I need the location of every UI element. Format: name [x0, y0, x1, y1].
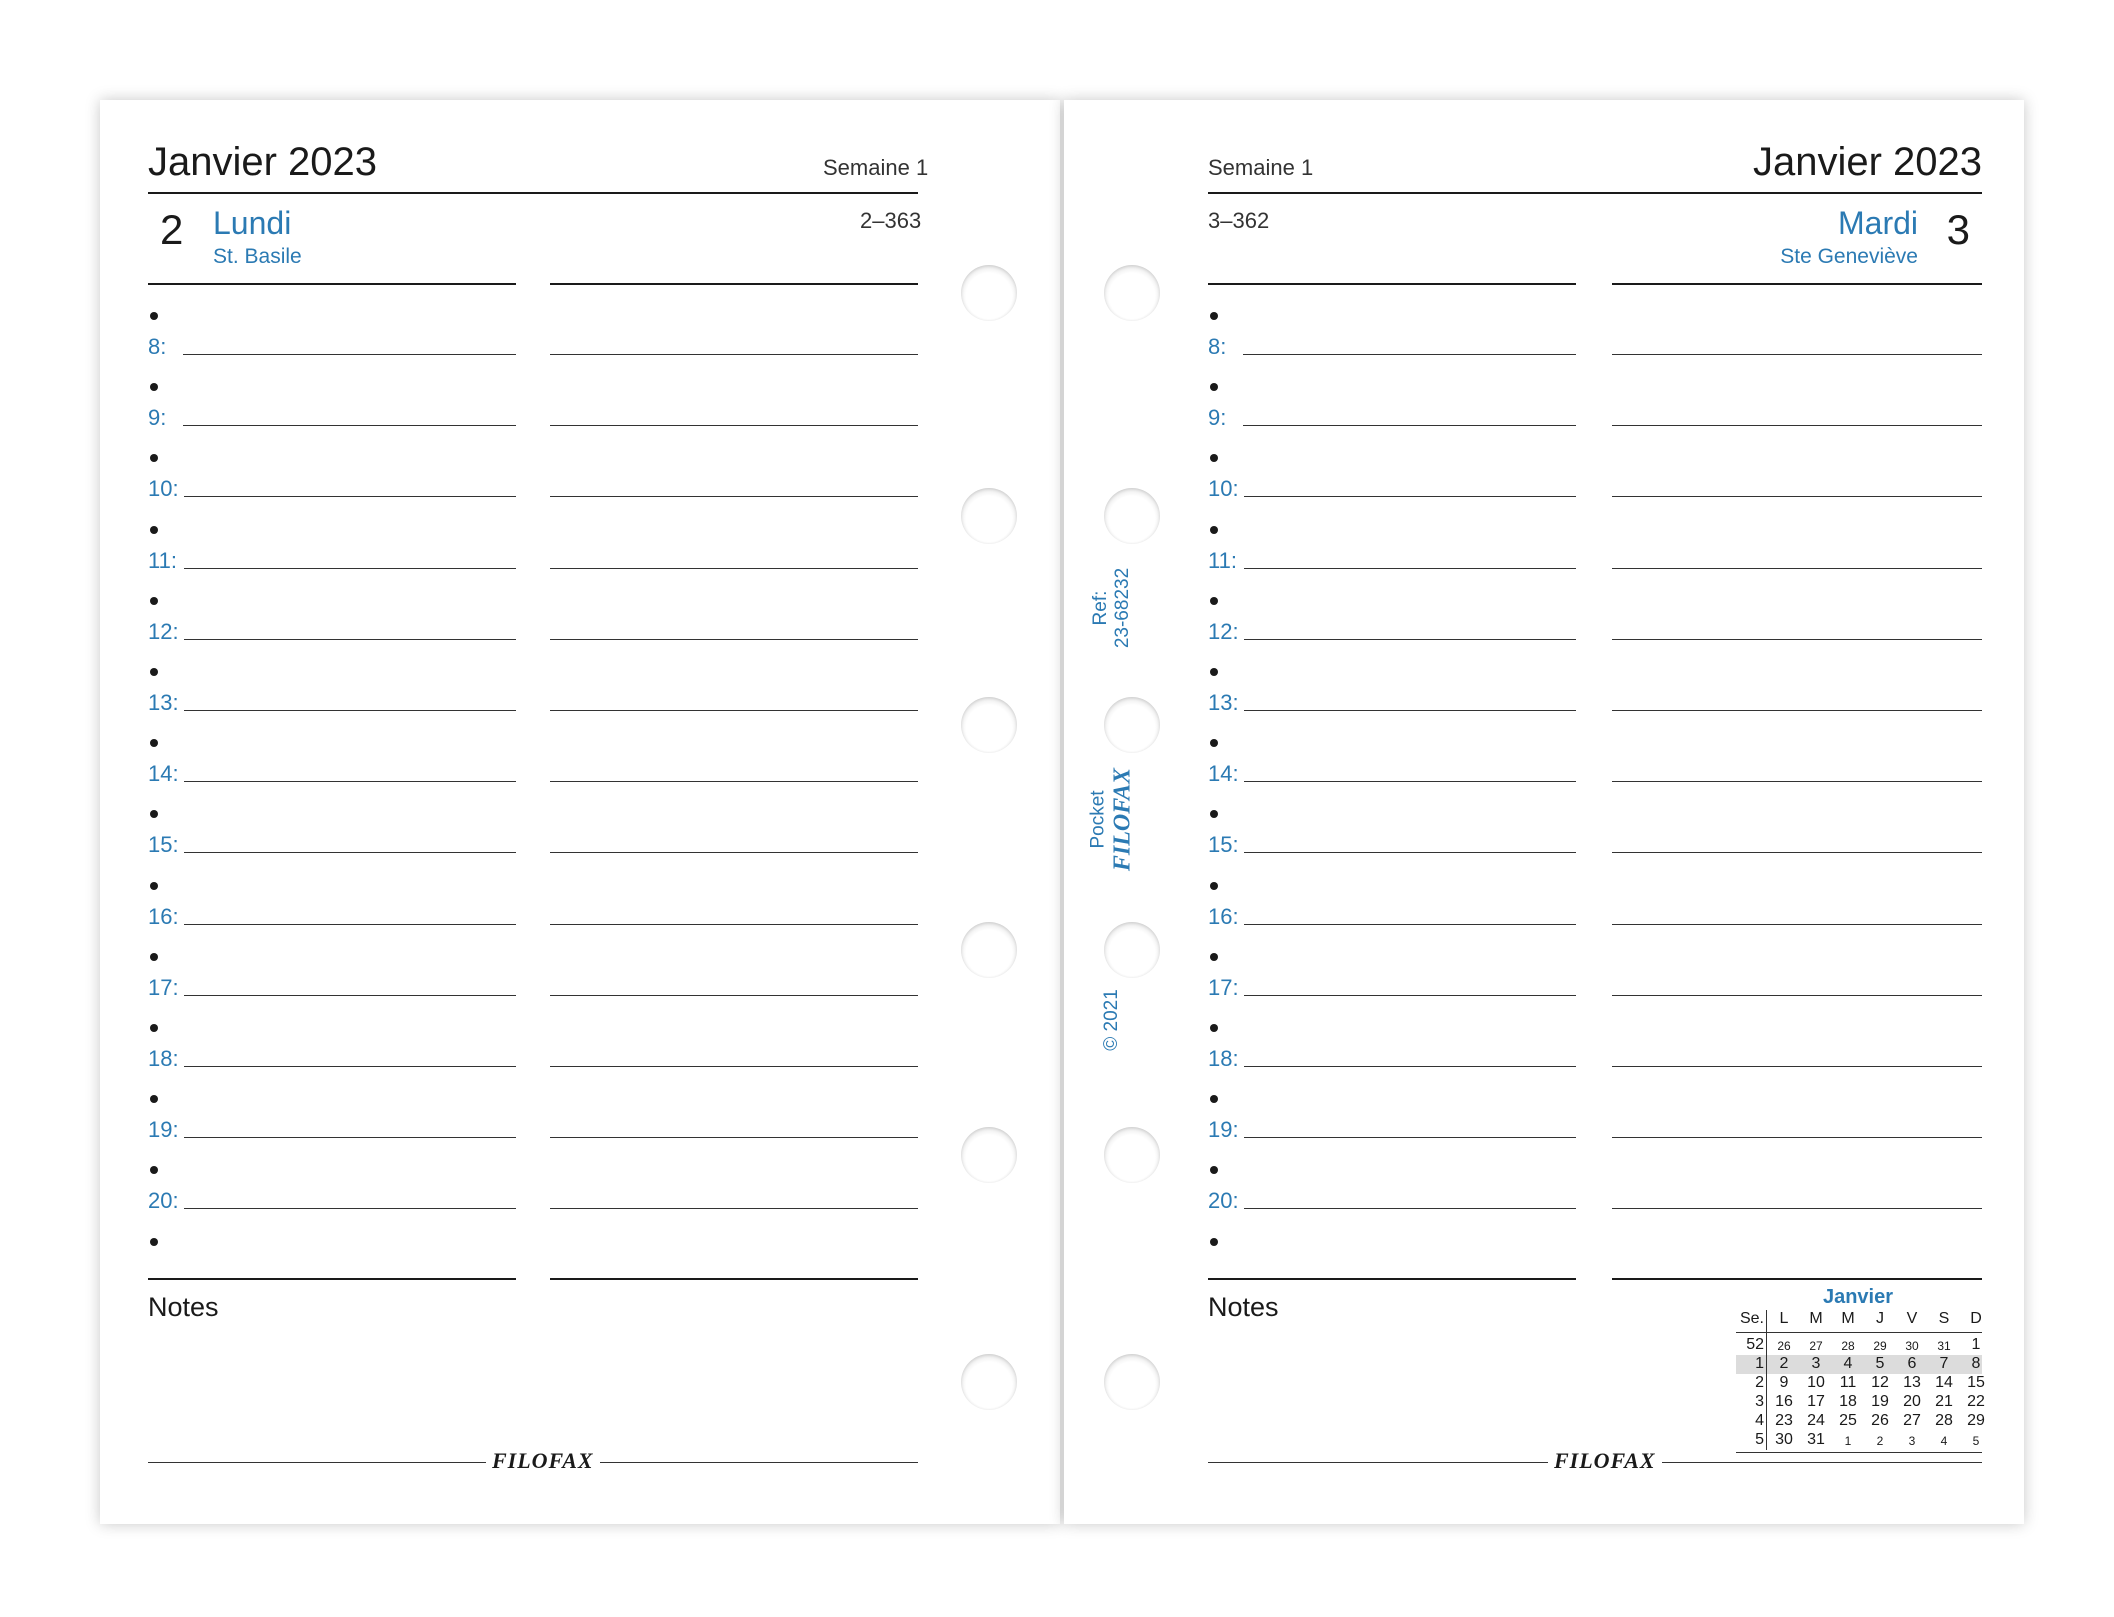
hour-label: 17: — [148, 974, 179, 1000]
hour-line[interactable] — [1244, 496, 1576, 497]
hour-line[interactable] — [550, 1137, 918, 1138]
hour-line[interactable] — [550, 568, 918, 569]
saint-name: St. Basile — [213, 245, 302, 268]
punch-hole — [1104, 488, 1160, 544]
ref-label: Ref: — [1090, 590, 1111, 626]
hour-label: 20: — [1208, 1188, 1239, 1214]
hour-line[interactable] — [1244, 995, 1576, 996]
punch-hole — [1104, 922, 1160, 978]
calendar-day: 28 — [1935, 1412, 1953, 1429]
calendar-day: 14 — [1935, 1374, 1953, 1391]
slot-bullet — [1210, 383, 1218, 391]
calendar-day: 6 — [1907, 1355, 1917, 1372]
hour-line[interactable] — [183, 425, 516, 426]
hour-label: 11: — [1208, 547, 1237, 573]
hour-line[interactable] — [1612, 354, 1982, 355]
hour-label: 13: — [1208, 690, 1239, 715]
slot-bullet — [150, 312, 158, 320]
day-number: 3 — [1946, 206, 1970, 253]
slot-bullet — [1210, 597, 1218, 605]
mini-calendar — [1734, 1286, 1985, 1466]
calendar-day: 9 — [1779, 1374, 1789, 1391]
calendar-day: 19 — [1871, 1393, 1889, 1410]
hour-line[interactable] — [1244, 1137, 1576, 1138]
hour-line[interactable] — [1612, 568, 1982, 569]
calendar-day: 1 — [1971, 1336, 1981, 1353]
hour-line[interactable] — [1243, 354, 1576, 355]
slot-bullet — [150, 526, 158, 534]
calendar-day: 5 — [1972, 1434, 1980, 1448]
calendar-day: 10 — [1807, 1374, 1825, 1391]
slot-bullet — [1210, 668, 1218, 676]
slot-bullet — [150, 383, 158, 391]
calendar-day: 8 — [1971, 1355, 1981, 1372]
calendar-day: 26 — [1871, 1412, 1889, 1429]
slot-bullet — [150, 454, 158, 462]
calendar-day: 23 — [1775, 1412, 1793, 1429]
slot-bullet — [150, 882, 158, 890]
week-number: 4 — [1755, 1412, 1764, 1429]
saint-name: Ste Geneviève — [1780, 245, 1918, 268]
calendar-day: 29 — [1873, 1339, 1887, 1353]
notes-label: Notes — [1208, 1292, 1279, 1322]
calendar-day: 2 — [1876, 1434, 1884, 1448]
calendar-day: 3 — [1811, 1355, 1821, 1372]
hour-label: 12: — [148, 618, 179, 644]
weekday-header: L — [1779, 1310, 1789, 1327]
right-page — [1064, 100, 2024, 1524]
calendar-day: 22 — [1967, 1393, 1985, 1410]
day-rule-right — [550, 283, 918, 285]
hour-line[interactable] — [1612, 852, 1982, 853]
hour-label: 9: — [148, 405, 167, 431]
hour-line[interactable] — [184, 710, 516, 711]
spine-copyright: © 2021 — [1101, 989, 1122, 1051]
hour-line[interactable] — [1244, 568, 1576, 569]
punch-hole — [961, 1354, 1017, 1410]
hour-label: 10: — [148, 476, 179, 502]
month-title: Janvier 2023 — [148, 140, 378, 184]
day-name: Mardi — [1837, 205, 1918, 241]
weekday-header: V — [1906, 1310, 1918, 1327]
slot-bullet — [1210, 1166, 1218, 1174]
hour-label: 8: — [1208, 334, 1227, 359]
hour-line[interactable] — [1244, 781, 1576, 782]
weekday-header: D — [1970, 1310, 1982, 1327]
weekday-header: S — [1938, 1310, 1950, 1327]
punch-hole — [1104, 1127, 1160, 1183]
day-rule-left — [148, 283, 516, 285]
hour-line[interactable] — [1612, 995, 1982, 996]
hour-label: 14: — [148, 761, 179, 787]
notes-rule-left — [1208, 1278, 1576, 1280]
week-number: 3 — [1755, 1393, 1764, 1410]
calendar-day: 3 — [1908, 1434, 1916, 1448]
calendar-week-divider — [1766, 1310, 1767, 1450]
hour-line[interactable] — [1612, 781, 1982, 782]
week-number: 52 — [1746, 1336, 1764, 1353]
hour-label: 16: — [148, 903, 179, 929]
hour-label: 20: — [148, 1188, 179, 1214]
slot-bullet — [150, 810, 158, 818]
hour-line[interactable] — [1612, 710, 1982, 711]
hour-label: 13: — [148, 690, 179, 715]
calendar-day: 13 — [1903, 1374, 1921, 1391]
hour-label: 14: — [1208, 761, 1239, 787]
slot-bullet — [150, 668, 158, 676]
hour-label: 16: — [1208, 903, 1239, 929]
day-name: Lundi — [213, 205, 292, 241]
slot-bullet — [1210, 739, 1218, 747]
calendar-day: 18 — [1839, 1393, 1857, 1410]
hour-label: 12: — [1208, 618, 1239, 644]
calendar-day: 20 — [1903, 1393, 1921, 1410]
hour-line[interactable] — [1612, 924, 1982, 925]
week-label: Semaine 1 — [823, 155, 929, 180]
notes-rule-right — [1612, 1278, 1982, 1280]
hour-label: 18: — [148, 1046, 179, 1071]
hour-line[interactable] — [550, 496, 918, 497]
slot-bullet — [1210, 526, 1218, 534]
left-page — [100, 100, 1060, 1524]
hour-line[interactable] — [184, 852, 516, 853]
calendar-day: 21 — [1935, 1393, 1953, 1410]
week-header: Se. — [1739, 1310, 1764, 1327]
slot-bullet — [1210, 1095, 1218, 1103]
slot-bullet — [150, 1024, 158, 1032]
notes-rule-left — [148, 1278, 516, 1280]
hour-line[interactable] — [1612, 1208, 1982, 1209]
hour-line[interactable] — [1244, 1208, 1576, 1209]
calendar-day: 4 — [1843, 1355, 1853, 1372]
punch-hole — [961, 488, 1017, 544]
week-number: 1 — [1755, 1355, 1764, 1372]
calendar-day: 12 — [1871, 1374, 1889, 1391]
format-label: Pocket — [1087, 790, 1109, 849]
calendar-day: 2 — [1779, 1355, 1789, 1372]
header-rule — [1208, 192, 1982, 194]
calendar-day: 5 — [1875, 1355, 1885, 1372]
hour-line[interactable] — [550, 710, 918, 711]
day-number: 2 — [160, 206, 184, 253]
weekday-header: J — [1876, 1310, 1884, 1327]
slot-bullet — [150, 1095, 158, 1103]
day-of-year: 2–363 — [860, 208, 922, 233]
spine-ref — [1090, 548, 1134, 668]
punch-hole — [961, 1127, 1017, 1183]
spine-brand — [1088, 760, 1137, 880]
header-rule — [148, 192, 918, 194]
hour-line[interactable] — [1244, 924, 1576, 925]
hour-label: 8: — [148, 334, 167, 359]
calendar-day: 29 — [1967, 1412, 1985, 1429]
hour-line[interactable] — [184, 639, 516, 640]
calendar-day: 11 — [1839, 1374, 1857, 1391]
calendar-day: 28 — [1841, 1339, 1855, 1353]
hour-line[interactable] — [1612, 639, 1982, 640]
week-number: 2 — [1755, 1374, 1764, 1391]
hour-label: 19: — [148, 1117, 179, 1143]
calendar-day: 16 — [1775, 1393, 1793, 1410]
slot-bullet — [1210, 810, 1218, 818]
hour-line[interactable] — [550, 425, 918, 426]
hour-label: 19: — [1208, 1117, 1239, 1143]
punch-hole — [1104, 1354, 1160, 1410]
calendar-day: 7 — [1939, 1355, 1949, 1372]
ref-number: 23-68232 — [1112, 567, 1133, 649]
calendar-day: 30 — [1905, 1339, 1919, 1353]
hour-line[interactable] — [1244, 639, 1576, 640]
hour-line[interactable] — [1243, 425, 1576, 426]
hour-line[interactable] — [184, 924, 516, 925]
week-label: Semaine 1 — [1208, 155, 1314, 180]
slot-bullet — [1210, 1238, 1218, 1246]
filofax-logo: FILOFAX — [486, 1448, 600, 1474]
punch-hole — [1104, 265, 1160, 321]
hour-line[interactable] — [184, 1137, 516, 1138]
hour-label: 15: — [1208, 832, 1239, 858]
slot-bullet — [1210, 953, 1218, 961]
day-of-year: 3–362 — [1208, 208, 1270, 233]
hour-line[interactable] — [1244, 710, 1576, 711]
day-rule-right — [1612, 283, 1982, 285]
notes-label: Notes — [148, 1292, 219, 1322]
week-number: 5 — [1755, 1431, 1764, 1448]
calendar-day: 31 — [1807, 1431, 1825, 1448]
calendar-day: 24 — [1807, 1412, 1825, 1429]
calendar-day: 1 — [1844, 1434, 1852, 1448]
calendar-day: 15 — [1967, 1374, 1985, 1391]
hour-line[interactable] — [183, 354, 516, 355]
filofax-logo: FILOFAX — [1548, 1448, 1662, 1474]
hour-label: 18: — [1208, 1046, 1239, 1071]
calendar-header-rule — [1736, 1332, 1982, 1333]
hour-line[interactable] — [184, 995, 516, 996]
hour-line[interactable] — [550, 924, 918, 925]
slot-bullet — [150, 1238, 158, 1246]
notes-rule-right — [550, 1278, 918, 1280]
weekday-header: M — [1809, 1310, 1823, 1327]
hour-line[interactable] — [1612, 425, 1982, 426]
calendar-day: 17 — [1807, 1393, 1825, 1410]
slot-bullet — [1210, 1024, 1218, 1032]
calendar-day: 30 — [1775, 1431, 1793, 1448]
hour-label: 11: — [148, 547, 177, 573]
hour-line[interactable] — [550, 354, 918, 355]
hour-line[interactable] — [550, 1208, 918, 1209]
calendar-day: 26 — [1777, 1339, 1791, 1353]
day-rule-left — [1208, 283, 1576, 285]
hour-line[interactable] — [184, 496, 516, 497]
calendar-day: 27 — [1903, 1412, 1921, 1429]
punch-hole — [961, 265, 1017, 321]
hour-line[interactable] — [550, 639, 918, 640]
hour-line[interactable] — [550, 852, 918, 853]
punch-hole — [1104, 697, 1160, 753]
hour-line[interactable] — [550, 781, 918, 782]
hour-label: 17: — [1208, 974, 1239, 1000]
hour-label: 10: — [1208, 476, 1239, 502]
mini-calendar-title: Janvier — [1822, 1286, 1894, 1308]
brand-label: FILOFAX — [1109, 767, 1136, 872]
slot-bullet — [1210, 882, 1218, 890]
slot-bullet — [150, 1166, 158, 1174]
hour-line[interactable] — [1244, 852, 1576, 853]
hour-line[interactable] — [184, 568, 516, 569]
hour-line[interactable] — [550, 1066, 918, 1067]
hour-line[interactable] — [1612, 496, 1982, 497]
slot-bullet — [150, 953, 158, 961]
weekday-header: M — [1841, 1310, 1855, 1327]
hour-line[interactable] — [184, 1208, 516, 1209]
calendar-day: 25 — [1839, 1412, 1857, 1429]
slot-bullet — [150, 597, 158, 605]
hour-label: 15: — [148, 832, 179, 858]
calendar-bottom-rule — [1736, 1452, 1982, 1453]
calendar-day: 31 — [1937, 1339, 1951, 1353]
hour-line[interactable] — [184, 1066, 516, 1067]
month-title: Janvier 2023 — [1752, 140, 1982, 184]
calendar-day: 4 — [1940, 1434, 1948, 1448]
slot-bullet — [1210, 454, 1218, 462]
punch-hole — [961, 922, 1017, 978]
hour-line[interactable] — [1612, 1137, 1982, 1138]
punch-hole — [961, 697, 1017, 753]
hour-line[interactable] — [184, 781, 516, 782]
calendar-day: 27 — [1809, 1339, 1823, 1353]
slot-bullet — [1210, 312, 1218, 320]
hour-label: 9: — [1208, 405, 1227, 431]
hour-line[interactable] — [1612, 1066, 1982, 1067]
hour-line[interactable] — [1244, 1066, 1576, 1067]
slot-bullet — [150, 739, 158, 747]
hour-line[interactable] — [550, 995, 918, 996]
